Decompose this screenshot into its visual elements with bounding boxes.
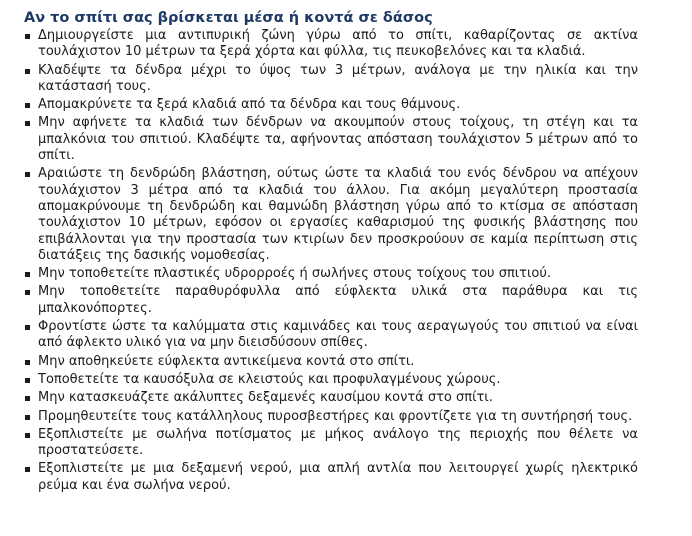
- list-item: [24, 390, 638, 406]
- list-item: [24, 166, 638, 264]
- list-item-text: Μην τοποθετείτε πλαστικές υδρορροές ή σωλήνες στους τοίχους του σπιτιού.: [38, 266, 552, 282]
- list-item: [24, 284, 638, 317]
- list-item-text: Φροντίστε ώστε τα καλύμματα στις καμινάδες και τους αεραγωγούς του σπιτιού να είναι από άφλεκτο υλικό για να μην διεισδύσουν σπίθες.: [38, 319, 638, 351]
- list-item: [24, 372, 638, 388]
- bullet-icon: [25, 34, 30, 39]
- bullet-icon: [25, 172, 30, 177]
- list-item: [24, 266, 638, 282]
- bullet-icon: [25, 290, 30, 295]
- list-item: [24, 427, 638, 460]
- list-item-text: Δημιουργείστε μια αντιπυρική ζώνη γύρω από το σπίτι, καθαρίζοντας σε ακτίνα τουλάχιστον 10 μέτρων τα ξερά χόρτα και φύλλα, τις πευκοβελόνες και τα κλαδιά.: [38, 28, 638, 60]
- list-item-text: Τοποθετείτε τα καυσόξυλα σε κλειστούς και προφυλαγμένους χώρους.: [38, 371, 501, 387]
- list-item-text: Απομακρύνετε τα ξερά κλαδιά από τα δένδρα και τους θάμνους.: [38, 97, 461, 113]
- list-item-text: Μην αφήνετε τα κλαδιά των δένδρων να ακουμπούν στους τοίχους, τη στέγη και τα μπαλκόνια του σπιτιού. Κλαδέψτε τα, αφήνοντας απόσταση τουλάχιστον 5 μέτρων από το σπίτι.: [38, 115, 638, 164]
- bullet-icon: [25, 378, 30, 383]
- list-item-text: Κλαδέψτε τα δένδρα μέχρι το ύψος των 3 μέτρων, ανάλογα με την ηλικία και την κατάστασή τους.: [38, 62, 638, 94]
- section-heading: Αν το σπίτι σας βρίσκεται μέσα ή κοντά σε δάσος: [24, 10, 433, 26]
- list-item: [24, 115, 638, 164]
- bullet-icon: [25, 121, 30, 126]
- bullet-icon: [25, 467, 30, 472]
- bullet-icon: [25, 360, 30, 365]
- bullet-icon: [25, 272, 30, 277]
- list-item: [24, 461, 638, 494]
- bullet-icon: [25, 433, 30, 438]
- list-item: [24, 409, 638, 425]
- bullet-icon: [25, 69, 30, 74]
- bullet-icon: [25, 396, 30, 401]
- list-item-text: Μην τοποθετείτε παραθυρόφυλλα από εύφλεκτα υλικά στα παράθυρα και τις μπαλκονόπορτες.: [38, 284, 638, 316]
- document-section: [24, 8, 638, 496]
- advice-list: [24, 28, 638, 494]
- bullet-icon: [25, 325, 30, 330]
- list-item: [24, 354, 638, 370]
- bullet-icon: [25, 415, 30, 420]
- list-item-text: Μην αποθηκεύετε εύφλεκτα αντικείμενα κοντά στο σπίτι.: [38, 353, 415, 369]
- list-item-text: Αραιώστε τη δενδρώδη βλάστηση, ούτως ώστε τα κλαδιά του ενός δένδρου να απέχουν τουλάχιστον 3 μέτρα από τα κλαδιά του άλλου. Για ακόμη μεγαλύτερη προστασία απομακρύνουμε τη δενδρώδη και θαμνώδη βλάστηση γύρω από το κτίσμα σε απόσταση τουλάχιστον 10 μέτρων, εφόσον οι εργασίες καθαρισμού της φυσικής βλάστησης που επιβάλλονται για την προστασία των κτιρίων δεν προσκρούουν σε καμία περίπτωση στις διατάξεις της δασικής νομοθεσίας.: [38, 166, 638, 263]
- list-item: [24, 97, 638, 113]
- list-item: [24, 28, 638, 61]
- bullet-icon: [25, 103, 30, 108]
- list-item-text: Μην κατασκευάζετε ακάλυπτες δεξαμενές καυσίμου κοντά στο σπίτι.: [38, 390, 493, 406]
- list-item-text: Προμηθευτείτε τους κατάλληλους πυροσβεστήρες και φροντίζετε για τη συντήρησή τους.: [38, 408, 633, 424]
- list-item-text: Εξοπλιστείτε με σωλήνα ποτίσματος με μήκος ανάλογο της περιοχής που θέλετε να προστατεύσετε.: [38, 426, 638, 459]
- list-item: [24, 319, 638, 352]
- list-item-text: Εξοπλιστείτε με μια δεξαμενή νερού, μια απλή αντλία που λειτουργεί χωρίς ηλεκτρικό ρεύμα και ένα σωλήνα νερού.: [38, 461, 638, 493]
- list-item: [24, 63, 638, 96]
